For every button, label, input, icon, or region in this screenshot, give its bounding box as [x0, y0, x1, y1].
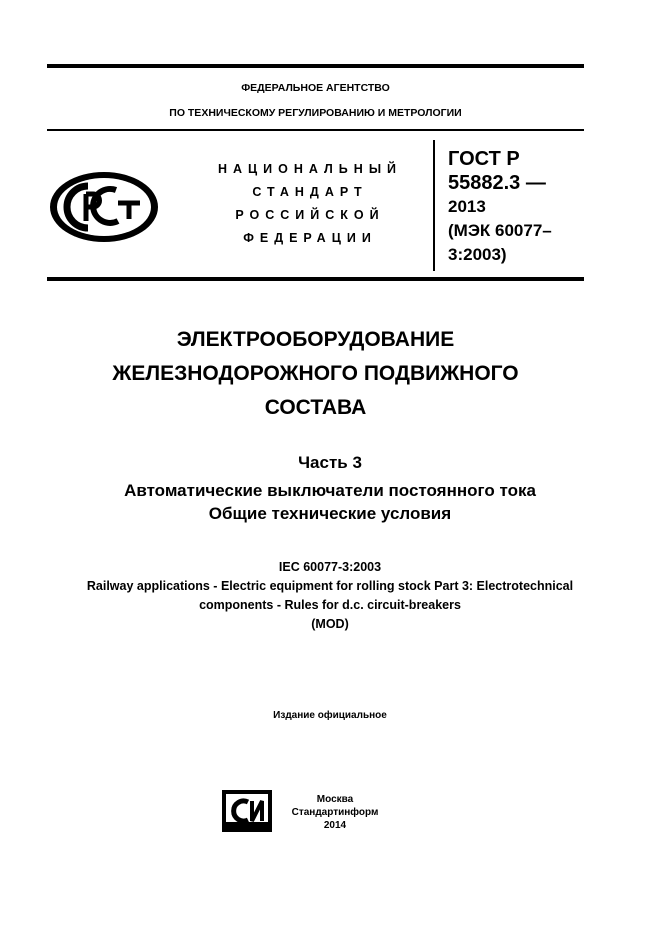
- designation-line-5: 3:2003): [448, 245, 507, 264]
- gost-r-logo: [48, 170, 160, 244]
- iec-code: IEC 60077-3:2003: [278, 560, 382, 574]
- top-rule: [47, 64, 584, 68]
- part-subtitle-2: Общие технические условия: [208, 504, 452, 523]
- designation-divider: [433, 140, 435, 271]
- title-line-2: ЖЕЛЕЗНОДОРОЖНОГО ПОДВИЖНОГО: [112, 362, 519, 385]
- standard-type-line-1: НАЦИОНАЛЬНЫЙ: [217, 162, 403, 176]
- standard-type-line-3: РОССИЙСКОЙ: [235, 208, 385, 222]
- iec-mod: (MOD): [311, 617, 349, 631]
- standard-type-line-2: СТАНДАРТ: [252, 185, 368, 199]
- title-line-3: СОСТАВА: [264, 396, 367, 419]
- edition-label: Издание официальное: [273, 710, 387, 721]
- document-title: [47, 323, 584, 425]
- designation-line-1: ГОСТ Р: [448, 148, 520, 170]
- part-number: Часть 3: [298, 453, 362, 472]
- designation-line-3: 2013: [448, 197, 486, 216]
- iec-block: [20, 558, 640, 634]
- designation-line-2: 55882.3 —: [448, 172, 546, 194]
- agency-rule: [47, 129, 584, 131]
- iec-name-line-1: Railway applications - Electric equipment for rolling stock Part 3: Electrotechnical: [86, 579, 574, 593]
- agency-line-2: ПО ТЕХНИЧЕСКОМУ РЕГУЛИРОВАНИЮ И МЕТРОЛОГИИ: [169, 107, 462, 119]
- iec-name-line-2: components - Rules for d.c. circuit-breakers: [199, 598, 461, 612]
- part-subtitle-1: Автоматические выключатели постоянного тока: [124, 481, 536, 500]
- standard-type-line-4: ФЕДЕРАЦИИ: [243, 231, 377, 245]
- publisher-name: Стандартинформ: [291, 807, 379, 818]
- publisher-logo: [222, 790, 272, 832]
- publisher-year: 2014: [323, 820, 347, 831]
- publisher-block: [282, 793, 388, 832]
- agency-line-1: ФЕДЕРАЛЬНОЕ АГЕНТСТВО: [241, 82, 390, 94]
- header-bottom-rule: [47, 277, 584, 281]
- publisher-city: Москва: [316, 794, 354, 805]
- designation-block: [448, 147, 552, 267]
- title-line-1: ЭЛЕКТРООБОРУДОВАНИЕ: [176, 328, 455, 351]
- designation-line-4: (МЭК 60077–: [448, 221, 552, 240]
